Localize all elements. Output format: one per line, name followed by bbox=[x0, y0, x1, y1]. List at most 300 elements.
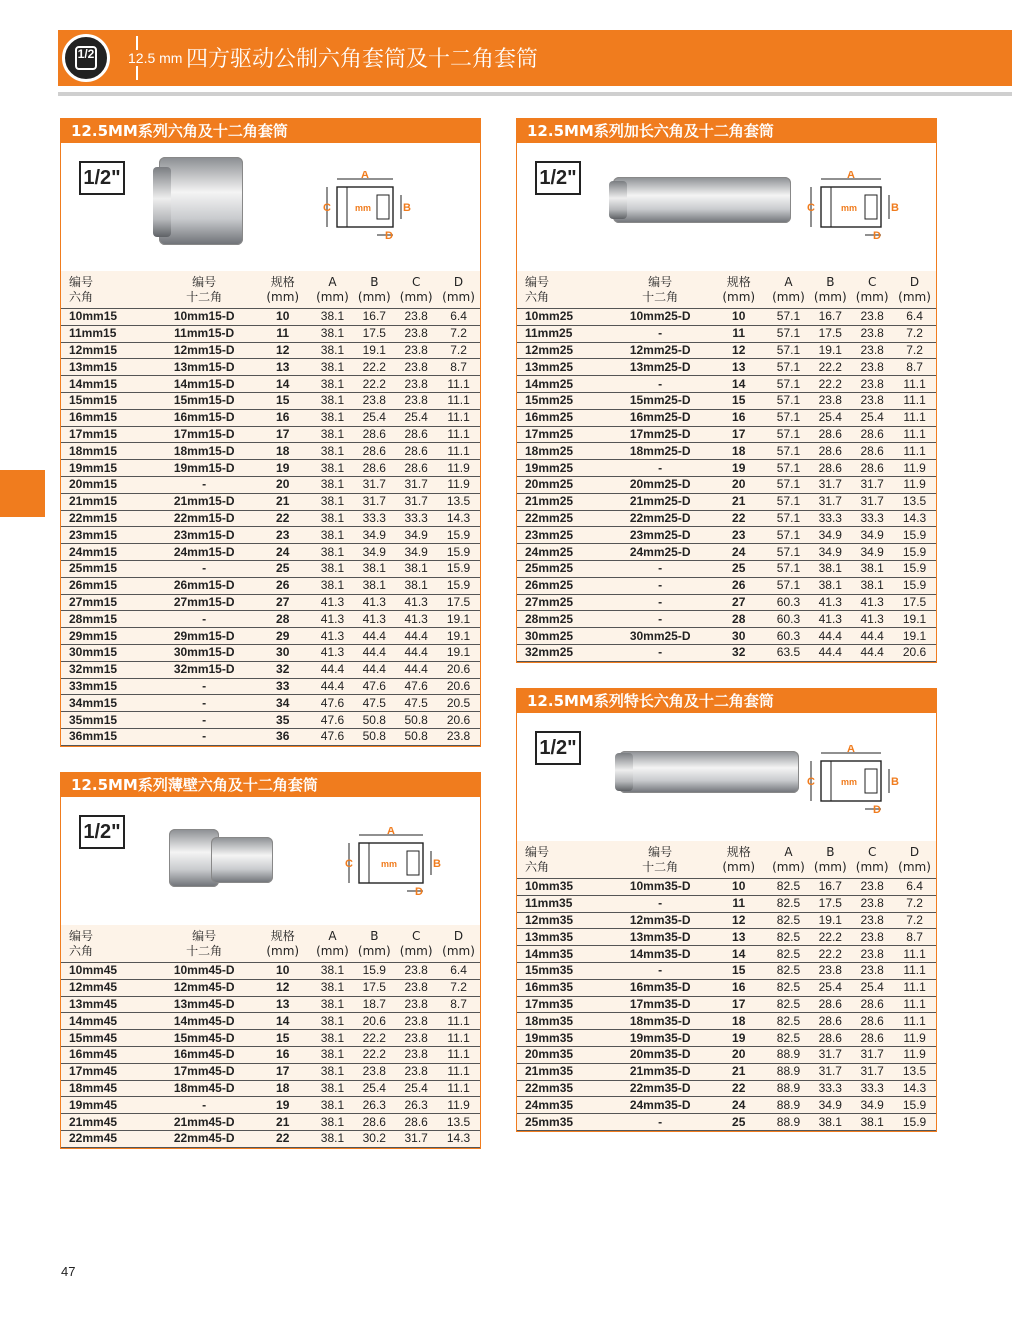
cell-dim-c: 28.6 bbox=[851, 996, 893, 1013]
column-header-line: A bbox=[784, 275, 793, 289]
column-header-line: (mm) bbox=[722, 290, 756, 304]
cell-dodeca-no: 13mm15-D bbox=[154, 359, 253, 376]
table-row bbox=[61, 1063, 480, 1080]
cell-dodeca-no: 22mm35-D bbox=[610, 1080, 709, 1097]
cell-hex-no: 14mm35 bbox=[517, 946, 610, 963]
socket-image-head bbox=[211, 837, 273, 883]
cell-spec: 25 bbox=[710, 1114, 768, 1131]
cell-dim-b: 22.2 bbox=[809, 929, 851, 946]
cell-dim-b: 22.2 bbox=[353, 1046, 395, 1063]
cell-dim-b: 38.1 bbox=[809, 560, 851, 577]
table-row bbox=[61, 527, 480, 544]
cell-spec: 14 bbox=[254, 376, 312, 393]
cell-spec: 18 bbox=[254, 1080, 312, 1097]
cell-dim-c: 23.8 bbox=[851, 879, 893, 896]
cell-dim-d: 11.1 bbox=[437, 1030, 480, 1047]
spec-table bbox=[61, 271, 480, 746]
cell-dim-c: 23.8 bbox=[851, 309, 893, 326]
table-row bbox=[61, 963, 480, 980]
cell-spec: 30 bbox=[254, 644, 312, 661]
cell-hex-no: 12mm15 bbox=[61, 342, 154, 359]
cell-dim-a: 38.1 bbox=[312, 1080, 354, 1097]
cell-spec: 17 bbox=[710, 996, 768, 1013]
cell-dim-a: 47.6 bbox=[312, 695, 354, 712]
cell-dim-a: 60.3 bbox=[768, 611, 810, 628]
cell-dim-a: 57.1 bbox=[768, 493, 810, 510]
cell-dim-c: 28.6 bbox=[851, 426, 893, 443]
column-header-spec bbox=[254, 925, 312, 963]
cell-dim-b: 28.6 bbox=[809, 460, 851, 477]
cell-dim-d: 7.2 bbox=[437, 342, 480, 359]
cell-dim-a: 57.1 bbox=[768, 527, 810, 544]
cell-dim-d: 13.5 bbox=[893, 493, 936, 510]
cell-spec: 10 bbox=[254, 963, 312, 980]
cell-dim-a: 88.9 bbox=[768, 1046, 810, 1063]
column-header-line: B bbox=[826, 845, 835, 859]
cell-dodeca-no: 21mm45-D bbox=[154, 1114, 253, 1131]
cell-dodeca-no: - bbox=[154, 678, 253, 695]
cell-dim-b: 19.1 bbox=[353, 342, 395, 359]
cell-spec: 33 bbox=[254, 678, 312, 695]
cell-dim-a: 38.1 bbox=[312, 1063, 354, 1080]
cell-dim-a: 82.5 bbox=[768, 895, 810, 912]
dim-d-label: D bbox=[873, 804, 881, 816]
cell-dodeca-no: - bbox=[154, 712, 253, 729]
cell-spec: 12 bbox=[710, 912, 768, 929]
cell-dim-a: 41.3 bbox=[312, 644, 354, 661]
cell-dim-b: 31.7 bbox=[809, 493, 851, 510]
cell-dim-d: 11.1 bbox=[437, 1046, 480, 1063]
cell-dim-c: 47.6 bbox=[395, 678, 437, 695]
column-header-line: (mm) bbox=[357, 944, 391, 958]
cell-dim-c: 44.4 bbox=[395, 628, 437, 645]
cell-hex-no: 23mm15 bbox=[61, 527, 154, 544]
dim-b-label: B bbox=[891, 202, 899, 214]
cell-spec: 18 bbox=[254, 443, 312, 460]
cell-dim-a: 38.1 bbox=[312, 476, 354, 493]
cell-spec: 11 bbox=[254, 325, 312, 342]
table-row bbox=[61, 712, 480, 729]
column-header-dim-a bbox=[768, 271, 810, 309]
cell-dim-a: 38.1 bbox=[312, 1097, 354, 1114]
column-header-dim-a bbox=[768, 841, 810, 879]
cell-dim-a: 60.3 bbox=[768, 594, 810, 611]
cell-dim-d: 11.1 bbox=[893, 979, 936, 996]
table-row bbox=[61, 1114, 480, 1131]
cell-dim-b: 44.4 bbox=[353, 661, 395, 678]
cell-hex-no: 23mm25 bbox=[517, 527, 610, 544]
table-row bbox=[61, 342, 480, 359]
column-header-line: B bbox=[370, 275, 379, 289]
cell-dim-a: 57.1 bbox=[768, 376, 810, 393]
cell-spec: 27 bbox=[710, 594, 768, 611]
cell-dodeca-no: 10mm35-D bbox=[610, 879, 709, 896]
cell-dim-d: 20.6 bbox=[893, 644, 936, 661]
cell-spec: 16 bbox=[710, 409, 768, 426]
cell-dim-a: 57.1 bbox=[768, 510, 810, 527]
cell-spec: 14 bbox=[710, 376, 768, 393]
cell-dim-d: 14.3 bbox=[893, 1080, 936, 1097]
cell-dodeca-no: - bbox=[154, 695, 253, 712]
cell-dodeca-no: 21mm25-D bbox=[610, 493, 709, 510]
cell-dim-c: 23.8 bbox=[851, 929, 893, 946]
cell-dim-d: 20.6 bbox=[437, 712, 480, 729]
cell-dim-b: 34.9 bbox=[353, 527, 395, 544]
column-header-line: 规格 bbox=[726, 845, 751, 859]
drive-size-badge bbox=[62, 34, 110, 82]
column-header-line: A bbox=[328, 275, 337, 289]
column-header-line: 六角 bbox=[69, 290, 94, 304]
column-header-line: (mm) bbox=[855, 860, 889, 874]
table-row bbox=[61, 376, 480, 393]
cell-dim-b: 44.4 bbox=[809, 628, 851, 645]
cell-dim-c: 38.1 bbox=[395, 577, 437, 594]
cell-dim-c: 50.8 bbox=[395, 728, 437, 745]
cell-dodeca-no: 30mm25-D bbox=[610, 628, 709, 645]
cell-spec: 13 bbox=[254, 359, 312, 376]
column-header-line: 规格 bbox=[270, 929, 295, 943]
cell-dim-d: 13.5 bbox=[437, 1114, 480, 1131]
cell-dim-d: 20.6 bbox=[437, 678, 480, 695]
cell-dim-a: 88.9 bbox=[768, 1063, 810, 1080]
column-header-line: A bbox=[784, 845, 793, 859]
table-row bbox=[517, 510, 936, 527]
cell-dim-b: 16.7 bbox=[353, 309, 395, 326]
cell-dim-d: 11.1 bbox=[893, 409, 936, 426]
cell-dim-d: 7.2 bbox=[437, 979, 480, 996]
cell-hex-no: 19mm45 bbox=[61, 1097, 154, 1114]
cell-dim-b: 38.1 bbox=[809, 577, 851, 594]
column-header-line: (mm) bbox=[357, 290, 391, 304]
column-header-line: (mm) bbox=[399, 290, 433, 304]
cell-dim-c: 23.8 bbox=[851, 912, 893, 929]
cell-dim-a: 60.3 bbox=[768, 628, 810, 645]
cell-spec: 22 bbox=[710, 1080, 768, 1097]
cell-dim-b: 41.3 bbox=[809, 594, 851, 611]
cell-hex-no: 13mm45 bbox=[61, 996, 154, 1013]
cell-dim-a: 38.1 bbox=[312, 342, 354, 359]
table-row bbox=[517, 996, 936, 1013]
cell-dim-d: 6.4 bbox=[893, 309, 936, 326]
mm-label: mm bbox=[380, 859, 398, 869]
cell-hex-no: 12mm35 bbox=[517, 912, 610, 929]
cell-dim-b: 41.3 bbox=[353, 594, 395, 611]
cell-dim-c: 25.4 bbox=[851, 979, 893, 996]
socket-image bbox=[619, 751, 799, 793]
cell-dim-d: 15.9 bbox=[893, 577, 936, 594]
cell-dodeca-no: - bbox=[610, 895, 709, 912]
column-header-dim-c bbox=[851, 841, 893, 879]
cell-dodeca-no: 32mm15-D bbox=[154, 661, 253, 678]
cell-dim-b: 25.4 bbox=[353, 409, 395, 426]
dim-a-label: A bbox=[847, 171, 855, 181]
cell-spec: 10 bbox=[710, 309, 768, 326]
cell-dodeca-no: 13mm45-D bbox=[154, 996, 253, 1013]
cell-dim-c: 28.6 bbox=[851, 1030, 893, 1047]
cell-dim-d: 20.6 bbox=[437, 661, 480, 678]
cell-dim-a: 38.1 bbox=[312, 510, 354, 527]
cell-hex-no: 30mm15 bbox=[61, 644, 154, 661]
cell-spec: 15 bbox=[710, 962, 768, 979]
cell-spec: 21 bbox=[254, 1114, 312, 1131]
cell-dodeca-no: 15mm25-D bbox=[610, 392, 709, 409]
cell-dim-b: 38.1 bbox=[809, 1114, 851, 1131]
cell-spec: 13 bbox=[710, 929, 768, 946]
dim-d-label: D bbox=[385, 230, 393, 242]
cell-dim-c: 23.8 bbox=[851, 392, 893, 409]
cell-spec: 14 bbox=[254, 1013, 312, 1030]
cell-dim-d: 6.4 bbox=[437, 309, 480, 326]
cell-dodeca-no: 23mm15-D bbox=[154, 527, 253, 544]
cell-hex-no: 10mm35 bbox=[517, 879, 610, 896]
cell-spec: 30 bbox=[710, 628, 768, 645]
cell-dim-b: 28.6 bbox=[809, 996, 851, 1013]
column-header-dim-d bbox=[437, 271, 480, 309]
table-row bbox=[61, 392, 480, 409]
cell-dim-b: 28.6 bbox=[353, 1114, 395, 1131]
cell-dim-a: 82.5 bbox=[768, 929, 810, 946]
cell-hex-no: 22mm45 bbox=[61, 1130, 154, 1147]
column-header-spec bbox=[710, 841, 768, 879]
table-row bbox=[61, 560, 480, 577]
cell-dim-d: 19.1 bbox=[437, 628, 480, 645]
table-row bbox=[61, 594, 480, 611]
cell-dodeca-no: 16mm35-D bbox=[610, 979, 709, 996]
cell-dim-b: 34.9 bbox=[809, 544, 851, 561]
cell-dim-d: 11.1 bbox=[893, 946, 936, 963]
cell-dim-d: 11.1 bbox=[893, 376, 936, 393]
cell-spec: 22 bbox=[254, 510, 312, 527]
cell-dodeca-no: 17mm45-D bbox=[154, 1063, 253, 1080]
column-header-line: 编号 bbox=[648, 275, 673, 289]
column-header-line: 编号 bbox=[192, 929, 217, 943]
panel-title: 12.5MM系列薄壁六角及十二角套筒 bbox=[61, 773, 480, 797]
cell-dim-d: 11.1 bbox=[893, 443, 936, 460]
cell-dim-d: 15.9 bbox=[437, 544, 480, 561]
table-row bbox=[61, 443, 480, 460]
cell-dim-c: 23.8 bbox=[851, 895, 893, 912]
cell-dim-a: 41.3 bbox=[312, 628, 354, 645]
cell-dim-a: 38.1 bbox=[312, 460, 354, 477]
cell-dim-d: 11.1 bbox=[437, 443, 480, 460]
cell-dim-d: 15.9 bbox=[893, 1114, 936, 1131]
cell-dim-b: 28.6 bbox=[353, 426, 395, 443]
cell-dodeca-no: - bbox=[610, 611, 709, 628]
cell-dodeca-no: 12mm25-D bbox=[610, 342, 709, 359]
cell-dim-b: 28.6 bbox=[353, 443, 395, 460]
dim-c-label: C bbox=[807, 202, 815, 214]
cell-dodeca-no: - bbox=[610, 962, 709, 979]
column-header-line: D bbox=[453, 275, 464, 289]
cell-hex-no: 17mm45 bbox=[61, 1063, 154, 1080]
cell-dim-d: 14.3 bbox=[437, 1130, 480, 1147]
cell-spec: 13 bbox=[710, 359, 768, 376]
cell-hex-no: 27mm25 bbox=[517, 594, 610, 611]
cell-dodeca-no: 26mm15-D bbox=[154, 577, 253, 594]
cell-dim-a: 82.5 bbox=[768, 946, 810, 963]
cell-dodeca-no: 12mm15-D bbox=[154, 342, 253, 359]
cell-dim-c: 31.7 bbox=[851, 1046, 893, 1063]
cell-dodeca-no: 12mm45-D bbox=[154, 979, 253, 996]
cell-dodeca-no: 18mm45-D bbox=[154, 1080, 253, 1097]
cell-dodeca-no: 17mm35-D bbox=[610, 996, 709, 1013]
cell-dim-b: 47.5 bbox=[353, 695, 395, 712]
table-row bbox=[517, 309, 936, 326]
cell-dim-d: 13.5 bbox=[893, 1063, 936, 1080]
cell-dim-c: 23.8 bbox=[395, 392, 437, 409]
drive-size-tag: 1/2" bbox=[79, 815, 125, 849]
cell-dim-b: 38.1 bbox=[353, 577, 395, 594]
cell-dim-d: 19.1 bbox=[437, 644, 480, 661]
cell-spec: 36 bbox=[254, 728, 312, 745]
mm-label: mm bbox=[840, 777, 858, 787]
cell-dim-d: 7.2 bbox=[893, 342, 936, 359]
cell-dim-b: 34.9 bbox=[353, 544, 395, 561]
column-header-line: 规格 bbox=[270, 275, 295, 289]
cell-dim-d: 19.1 bbox=[437, 611, 480, 628]
cell-dim-b: 41.3 bbox=[809, 611, 851, 628]
cell-dim-a: 38.1 bbox=[312, 309, 354, 326]
cell-dodeca-no: - bbox=[610, 325, 709, 342]
column-header-spec bbox=[254, 271, 312, 309]
cell-hex-no: 29mm15 bbox=[61, 628, 154, 645]
cell-hex-no: 28mm25 bbox=[517, 611, 610, 628]
drive-size-tag: 1/2" bbox=[535, 731, 581, 765]
cell-dodeca-no: 21mm35-D bbox=[610, 1063, 709, 1080]
column-header-dim-c bbox=[851, 271, 893, 309]
cell-dim-b: 18.7 bbox=[353, 996, 395, 1013]
table-row bbox=[61, 996, 480, 1013]
dim-a-label: A bbox=[361, 171, 369, 181]
cell-dim-a: 38.1 bbox=[312, 527, 354, 544]
column-header-line: B bbox=[370, 929, 379, 943]
table-row bbox=[517, 1030, 936, 1047]
table-row bbox=[61, 510, 480, 527]
cell-spec: 18 bbox=[710, 1013, 768, 1030]
column-header-line: (mm) bbox=[316, 944, 349, 958]
cell-spec: 26 bbox=[710, 577, 768, 594]
cell-hex-no: 11mm25 bbox=[517, 325, 610, 342]
cell-hex-no: 17mm25 bbox=[517, 426, 610, 443]
column-header-dim-d bbox=[893, 271, 936, 309]
cell-dim-c: 23.8 bbox=[395, 996, 437, 1013]
column-header-line: 六角 bbox=[525, 860, 550, 874]
table-row bbox=[61, 577, 480, 594]
table-row bbox=[517, 376, 936, 393]
cell-hex-no: 17mm15 bbox=[61, 426, 154, 443]
cell-dodeca-no: - bbox=[610, 460, 709, 477]
cell-dim-d: 11.9 bbox=[893, 476, 936, 493]
cell-dim-c: 23.8 bbox=[395, 309, 437, 326]
cell-dim-c: 23.8 bbox=[395, 1013, 437, 1030]
cell-dodeca-no: 15mm15-D bbox=[154, 392, 253, 409]
cell-spec: 11 bbox=[710, 325, 768, 342]
cell-spec: 10 bbox=[254, 309, 312, 326]
cell-dim-d: 11.1 bbox=[437, 409, 480, 426]
cell-dim-d: 7.2 bbox=[437, 325, 480, 342]
cell-dim-b: 20.6 bbox=[353, 1013, 395, 1030]
cell-dim-b: 44.4 bbox=[353, 628, 395, 645]
cell-dim-b: 23.8 bbox=[353, 392, 395, 409]
cell-dim-b: 22.2 bbox=[809, 359, 851, 376]
cell-dim-d: 7.2 bbox=[893, 895, 936, 912]
cell-spec: 25 bbox=[710, 560, 768, 577]
cell-dodeca-no: 13mm25-D bbox=[610, 359, 709, 376]
column-header-line: (mm) bbox=[898, 290, 931, 304]
dim-b-label: B bbox=[403, 202, 411, 214]
cell-dodeca-no: 10mm45-D bbox=[154, 963, 253, 980]
cell-hex-no: 33mm15 bbox=[61, 678, 154, 695]
cell-dim-d: 15.9 bbox=[437, 527, 480, 544]
cell-dodeca-no: 14mm45-D bbox=[154, 1013, 253, 1030]
dim-d-label: D bbox=[415, 886, 423, 898]
cell-dim-d: 15.9 bbox=[893, 560, 936, 577]
cell-dodeca-no: 18mm25-D bbox=[610, 443, 709, 460]
cell-dodeca-no: 18mm15-D bbox=[154, 443, 253, 460]
column-header-line: (mm) bbox=[399, 944, 433, 958]
cell-dim-a: 38.1 bbox=[312, 392, 354, 409]
cell-dim-b: 31.7 bbox=[809, 1046, 851, 1063]
cell-dim-a: 82.5 bbox=[768, 879, 810, 896]
table-row bbox=[517, 476, 936, 493]
table-row bbox=[517, 962, 936, 979]
cell-dim-b: 28.6 bbox=[809, 1030, 851, 1047]
column-header-line: C bbox=[411, 275, 421, 289]
table-row bbox=[517, 1114, 936, 1131]
cell-dim-b: 47.6 bbox=[353, 678, 395, 695]
dim-b-label: B bbox=[891, 776, 899, 788]
cell-hex-no: 32mm15 bbox=[61, 661, 154, 678]
table-row bbox=[517, 644, 936, 661]
table-row bbox=[517, 460, 936, 477]
column-header-line: (mm) bbox=[316, 290, 349, 304]
cell-dim-a: 57.1 bbox=[768, 544, 810, 561]
table-row bbox=[517, 493, 936, 510]
cell-dim-c: 23.8 bbox=[395, 376, 437, 393]
column-header-line: 编号 bbox=[525, 845, 550, 859]
cell-dim-b: 25.4 bbox=[353, 1080, 395, 1097]
column-header-line: (mm) bbox=[813, 860, 847, 874]
dim-c-label: C bbox=[807, 776, 815, 788]
column-header-dodeca-no bbox=[154, 925, 253, 963]
cell-dim-a: 38.1 bbox=[312, 1130, 354, 1147]
cell-dim-a: 88.9 bbox=[768, 1114, 810, 1131]
table-header-row bbox=[517, 271, 936, 309]
column-header-line: B bbox=[826, 275, 835, 289]
cell-dodeca-no: 22mm25-D bbox=[610, 510, 709, 527]
cell-dim-d: 15.9 bbox=[893, 527, 936, 544]
page-title: 四方驱动公制六角套筒及十二角套筒 bbox=[186, 47, 539, 72]
cell-dodeca-no: 18mm35-D bbox=[610, 1013, 709, 1030]
cell-spec: 15 bbox=[254, 1030, 312, 1047]
cell-hex-no: 17mm35 bbox=[517, 996, 610, 1013]
cell-dim-c: 41.3 bbox=[395, 611, 437, 628]
cell-hex-no: 13mm35 bbox=[517, 929, 610, 946]
dim-d-label: D bbox=[873, 230, 881, 242]
socket-bore-icon bbox=[865, 195, 877, 219]
cell-spec: 34 bbox=[254, 695, 312, 712]
cell-dim-b: 22.2 bbox=[809, 946, 851, 963]
header-divider bbox=[58, 92, 1012, 96]
cell-dim-d: 15.9 bbox=[437, 577, 480, 594]
cell-dodeca-no: 17mm25-D bbox=[610, 426, 709, 443]
cell-dim-c: 25.4 bbox=[395, 1080, 437, 1097]
table-row bbox=[61, 695, 480, 712]
dim-c-label: C bbox=[323, 202, 331, 214]
cell-spec: 24 bbox=[710, 544, 768, 561]
column-header-line: (mm) bbox=[442, 944, 475, 958]
table-row bbox=[61, 644, 480, 661]
